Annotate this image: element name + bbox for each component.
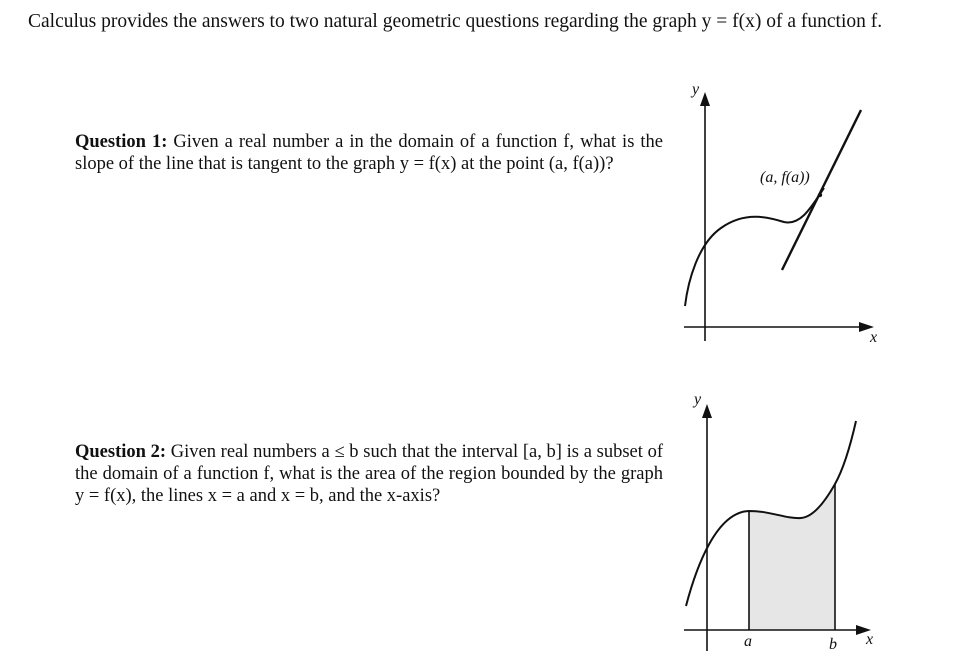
fig1-x-axis-label: x [870,329,878,346]
question-1-text: Given a real number a in the domain of a function f, what is the slope of the line that is tangent to the graph y = f(x) at the point (a, f(a))? [75,132,664,174]
fig2-a-label: a [744,633,752,650]
fig2-y-axis-arrow [702,404,712,418]
fig1-tangent-point [818,193,822,197]
tangent-figure [676,76,886,346]
tangent-graph [676,76,886,346]
question-2-text: Given real numbers a ≤ b such that the interval [a, b] is a subset of the domain of a function f, what is the area of the region bounded by the graph y = f(x), the lines x = a and x = b, and the x-axis? [75,442,664,506]
fig1-y-axis-label: y [692,81,700,98]
fig1-function-curve [685,188,824,306]
intro-sentence: Calculus provides the answers to two natural geometric questions regarding the graph y = f(x) of a function f. [28,11,883,32]
question-2-label: Question 2: [75,442,167,462]
fig2-x-axis-label: x [866,631,874,648]
fig1-tangent-line [782,110,861,270]
fig2-shaded-region [749,484,835,630]
question-2 [75,441,663,507]
area-graph [676,388,886,656]
fig1-point-label: (a, f(a)) [760,169,810,186]
question-1 [75,131,663,175]
fig1-y-axis-arrow [700,92,710,106]
question-1-label: Question 1: [75,132,168,152]
area-figure [676,388,886,656]
fig2-b-label: b [829,636,837,653]
fig2-y-axis-label: y [694,391,702,408]
